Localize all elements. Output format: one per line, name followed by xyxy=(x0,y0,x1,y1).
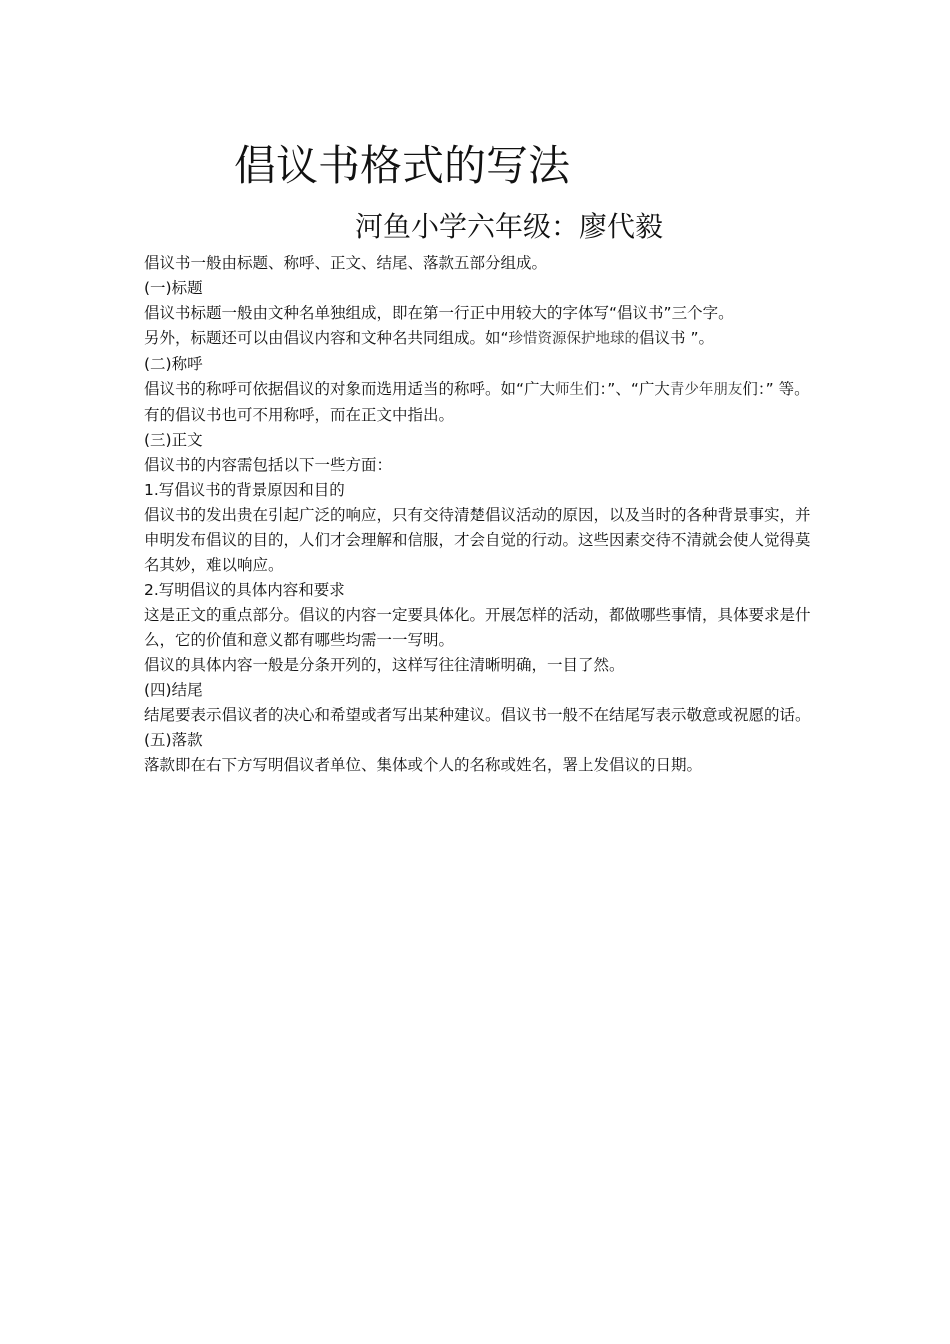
section1-paragraph: 倡议书标题一般由文种名单独组成，即在第一行正中用较大的字体写“倡议书”三个字。 xyxy=(144,304,734,322)
section1-example-paragraph xyxy=(144,326,812,352)
section3-item1-body: 倡议书的发出贵在引起广泛的响应，只有交待清楚倡议活动的原因，以及当时的各种背景事实，并申明发布倡议的目的，人们才会理解和信服，才会自觉的行动。这些因素交待不清就会使人觉得莫名其妙，难以响应。 xyxy=(144,506,811,574)
section2-paragraph xyxy=(144,377,812,428)
section1-example-suffix: 倡议书 ”。 xyxy=(639,329,715,347)
section2-text-b: 师生 xyxy=(555,382,585,398)
section4-body: 结尾要表示倡议者的决心和希望或者写出某种建议。倡议书一般不在结尾写表示敬意或祝愿的话。 xyxy=(144,706,811,724)
section2-text-a: 倡议书的称呼可依据倡议的对象而选用适当的称呼。如“广大 xyxy=(144,380,556,398)
author-line: 河鱼小学六年级：廖代毅 xyxy=(355,210,664,243)
section-heading-title: (一)标题 xyxy=(144,279,203,297)
section3-intro: 倡议书的内容需包括以下一些方面： xyxy=(144,456,393,474)
section-heading-salutation: (二)称呼 xyxy=(144,355,203,373)
section3-item2-body: 这是正文的重点部分。倡议的内容一定要具体化。开展怎样的活动，都做哪些事情，具体要求是什么，它的价值和意义都有哪些均需一一写明。 xyxy=(144,606,811,649)
section3-item1-heading: 1.写倡议书的背景原因和目的 xyxy=(144,481,345,499)
section-heading-ending: (四)结尾 xyxy=(144,681,203,699)
section5-body: 落款即在右下方写明倡议者单位、集体或个人的名称或姓名，署上发倡议的日期。 xyxy=(144,756,703,774)
section3-item2-note: 倡议的具体内容一般是分条开列的，这样写往往清晰明确，一目了然。 xyxy=(144,656,625,674)
section2-text-d: 青少年朋友 xyxy=(669,382,743,398)
document-body xyxy=(144,251,812,778)
page-title: 倡议书格式的写法 xyxy=(234,141,571,190)
section1-example-text: 珍惜资源保护地球的 xyxy=(508,331,640,347)
section2-text-c: 们：”、“广大 xyxy=(584,380,670,398)
section3-item2-heading: 2.写明倡议的具体内容和要求 xyxy=(144,581,345,599)
intro-paragraph: 倡议书一般由标题、称呼、正文、结尾、落款五部分组成。 xyxy=(144,254,548,272)
section1-example-prefix: 另外，标题还可以由倡议内容和文种名共同组成。如“ xyxy=(144,329,509,347)
section-heading-signature: (五)落款 xyxy=(144,731,203,749)
section-heading-body: (三)正文 xyxy=(144,431,203,449)
section2-text-e: 们：” 等。有的倡议书也可不用称呼，而在正文中指出。 xyxy=(144,380,810,424)
